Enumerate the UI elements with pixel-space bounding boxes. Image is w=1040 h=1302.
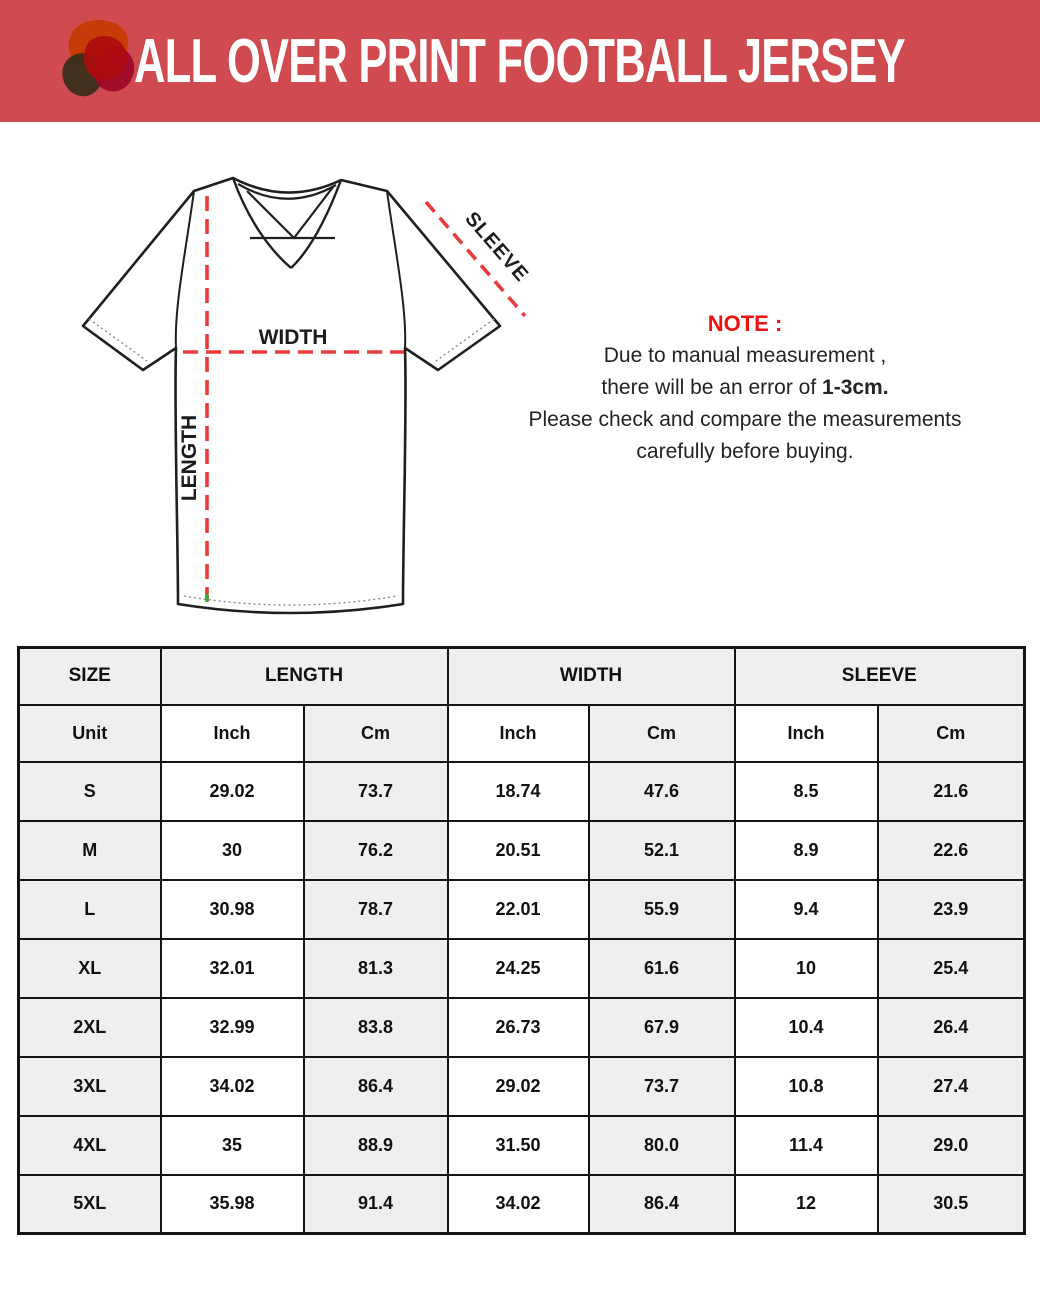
width-inch-cell: 31.50 [448,1116,589,1175]
width-inch-cell: 18.74 [448,762,589,821]
width-inch-cell: 22.01 [448,880,589,939]
width-cm-cell: 61.6 [589,939,735,998]
length-cm-cell: 73.7 [304,762,448,821]
width-inch-cell: 24.25 [448,939,589,998]
unit-inch-cell: Inch [448,705,589,762]
unit-cm-cell: Cm [304,705,448,762]
size-cell: 2XL [19,998,161,1057]
size-cell: XL [19,939,161,998]
sleeve-inch-cell: 8.5 [735,762,878,821]
unit-header-row [19,705,1025,762]
length-inch-cell: 30 [161,821,304,880]
note-line-2: there will be an error of 1-3cm. [601,376,889,399]
size-cell: 5XL [19,1175,161,1234]
length-cm-cell: 86.4 [304,1057,448,1116]
jersey-outline [83,178,500,613]
table-row-4xl [19,1116,1025,1175]
col-header-length: LENGTH [161,648,448,705]
length-cm-cell: 81.3 [304,939,448,998]
width-label: WIDTH [258,326,328,349]
length-cm-cell: 83.8 [304,998,448,1057]
page-title: ALL OVER PRINT FOOTBALL JERSEY [134,26,906,96]
length-cm-cell: 91.4 [304,1175,448,1234]
length-inch-cell: 35 [161,1116,304,1175]
sleeve-inch-cell: 9.4 [735,880,878,939]
width-cm-cell: 52.1 [589,821,735,880]
sleeve-cm-cell: 21.6 [878,762,1025,821]
size-table-section [17,646,1026,1235]
note-line-3: Please check and compare the measurements [528,408,962,431]
tri-petal-logo-icon [56,13,138,109]
sleeve-cm-cell: 23.9 [878,880,1025,939]
note-line-1: Due to manual measurement , [603,344,887,367]
table-row-5xl [19,1175,1025,1234]
table-row-m [19,821,1025,880]
unit-cm-cell: Cm [878,705,1025,762]
sleeve-cm-cell: 25.4 [878,939,1025,998]
length-inch-cell: 34.02 [161,1057,304,1116]
sleeve-cm-cell: 27.4 [878,1057,1025,1116]
note-title: NOTE : [707,311,783,336]
note-block [498,308,992,468]
size-cell: 4XL [19,1116,161,1175]
length-inch-cell: 32.01 [161,939,304,998]
sleeve-inch-cell: 10.4 [735,998,878,1057]
width-inch-cell: 29.02 [448,1057,589,1116]
sleeve-cm-cell: 30.5 [878,1175,1025,1234]
table-row-xl [19,939,1025,998]
group-header-row [19,648,1025,705]
width-cm-cell: 80.0 [589,1116,735,1175]
note-line-4: carefully before buying. [636,440,854,463]
sleeve-label: SLEEVE [460,207,533,287]
table-row-2xl [19,998,1025,1057]
width-cm-cell: 55.9 [589,880,735,939]
size-cell: 3XL [19,1057,161,1116]
sleeve-cm-cell: 26.4 [878,998,1025,1057]
size-cell: L [19,880,161,939]
width-cm-cell: 47.6 [589,762,735,821]
unit-cm-cell: Cm [589,705,735,762]
width-cm-cell: 73.7 [589,1057,735,1116]
width-cm-cell: 67.9 [589,998,735,1057]
col-header-width: WIDTH [448,648,735,705]
length-inch-cell: 30.98 [161,880,304,939]
width-inch-cell: 26.73 [448,998,589,1057]
length-inch-cell: 35.98 [161,1175,304,1234]
unit-label-cell: Unit [19,705,161,762]
unit-inch-cell: Inch [161,705,304,762]
table-row-s [19,762,1025,821]
size-cell: M [19,821,161,880]
header-banner [0,0,1040,122]
size-table [17,646,1026,1235]
unit-inch-cell: Inch [735,705,878,762]
sleeve-cm-cell: 29.0 [878,1116,1025,1175]
length-cm-cell: 78.7 [304,880,448,939]
length-cm-cell: 88.9 [304,1116,448,1175]
width-inch-cell: 20.51 [448,821,589,880]
length-cm-cell: 76.2 [304,821,448,880]
table-row-l [19,880,1025,939]
sleeve-inch-cell: 10 [735,939,878,998]
table-row-3xl [19,1057,1025,1116]
width-cm-cell: 86.4 [589,1175,735,1234]
length-inch-cell: 32.99 [161,998,304,1057]
col-header-sleeve: SLEEVE [735,648,1025,705]
sleeve-inch-cell: 12 [735,1175,878,1234]
length-inch-cell: 29.02 [161,762,304,821]
size-cell: S [19,762,161,821]
width-inch-cell: 34.02 [448,1175,589,1234]
length-label: LENGTH [178,414,201,502]
col-header-size: SIZE [19,648,161,705]
sleeve-inch-cell: 11.4 [735,1116,878,1175]
sleeve-inch-cell: 10.8 [735,1057,878,1116]
sleeve-inch-cell: 8.9 [735,821,878,880]
sleeve-cm-cell: 22.6 [878,821,1025,880]
